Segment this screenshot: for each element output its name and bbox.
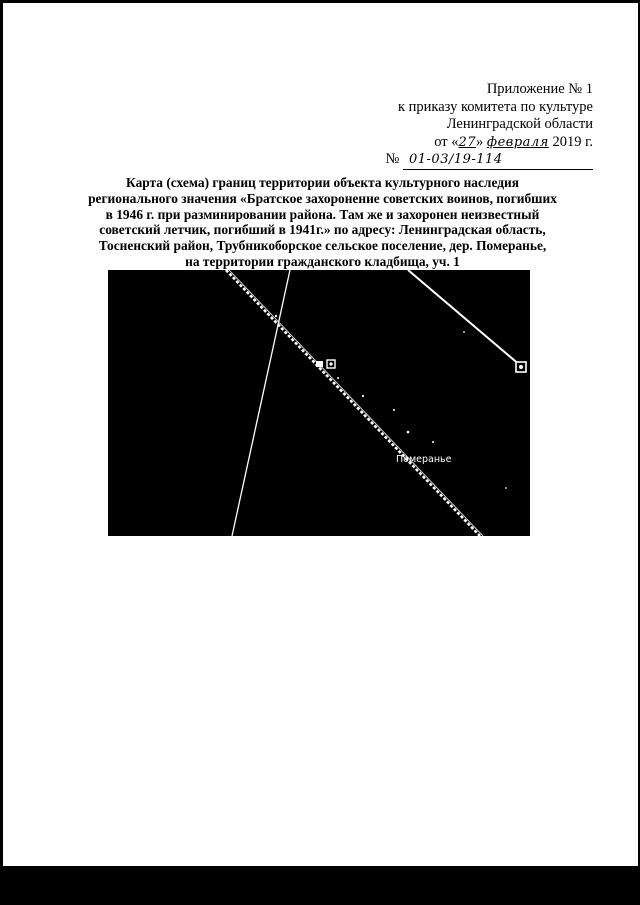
scan-border-bottom bbox=[0, 866, 640, 905]
map-object-1 bbox=[316, 361, 323, 367]
map-speck bbox=[362, 395, 364, 397]
number-prefix: № bbox=[385, 151, 400, 167]
appendix-header bbox=[333, 81, 593, 170]
order-date bbox=[333, 134, 593, 152]
map-marker-right-dot bbox=[519, 365, 523, 369]
number-underline bbox=[403, 151, 593, 170]
map-speck bbox=[275, 315, 277, 317]
title-line-1: Карта (схема) границ территории объекта культурного наследия bbox=[126, 175, 519, 190]
document-title bbox=[70, 175, 575, 270]
map-speck bbox=[463, 331, 465, 333]
map-canvas bbox=[108, 270, 530, 536]
number-handwritten: 01-03/19-114 bbox=[409, 152, 503, 167]
title-line-5: Тосненский район, Трубникоборское сельское поселение, дер. Померанье, bbox=[98, 238, 547, 254]
appendix-number: Приложение № 1 bbox=[486, 81, 593, 97]
scan-border-top bbox=[0, 0, 640, 3]
map-background bbox=[108, 270, 530, 536]
title-line-6: на территории гражданского кладбища, уч. 1 bbox=[185, 253, 460, 269]
title-line-4: советский летчик, погибший в 1941г.» по адресу: Ленинградская область, bbox=[99, 222, 546, 238]
order-reference: к приказу комитета по культуре bbox=[397, 98, 593, 115]
date-month-handwritten: февраля bbox=[486, 134, 549, 150]
map-speck bbox=[393, 409, 395, 411]
region-name: Ленинградской области bbox=[446, 116, 593, 132]
map-speck bbox=[432, 441, 434, 443]
map-place-label: Померанье bbox=[396, 454, 452, 465]
map-speck bbox=[337, 377, 339, 379]
title-line-3: в 1946 г. при разминировании района. Там же и захоронен неизвестный bbox=[105, 206, 540, 222]
map-speck bbox=[505, 487, 507, 489]
scan-border-left bbox=[0, 0, 3, 905]
date-prefix: от « bbox=[434, 133, 459, 150]
date-day-handwritten: 27 bbox=[458, 134, 477, 150]
boundary-map bbox=[108, 270, 530, 536]
map-speck bbox=[407, 431, 410, 434]
date-mid: » bbox=[476, 133, 487, 150]
order-number bbox=[333, 151, 593, 170]
map-object-2-dot bbox=[329, 362, 332, 365]
title-line-2: регионального значения «Братское захоронение советских воинов, погибших bbox=[88, 190, 557, 206]
date-year: 2019 г. bbox=[548, 133, 593, 150]
